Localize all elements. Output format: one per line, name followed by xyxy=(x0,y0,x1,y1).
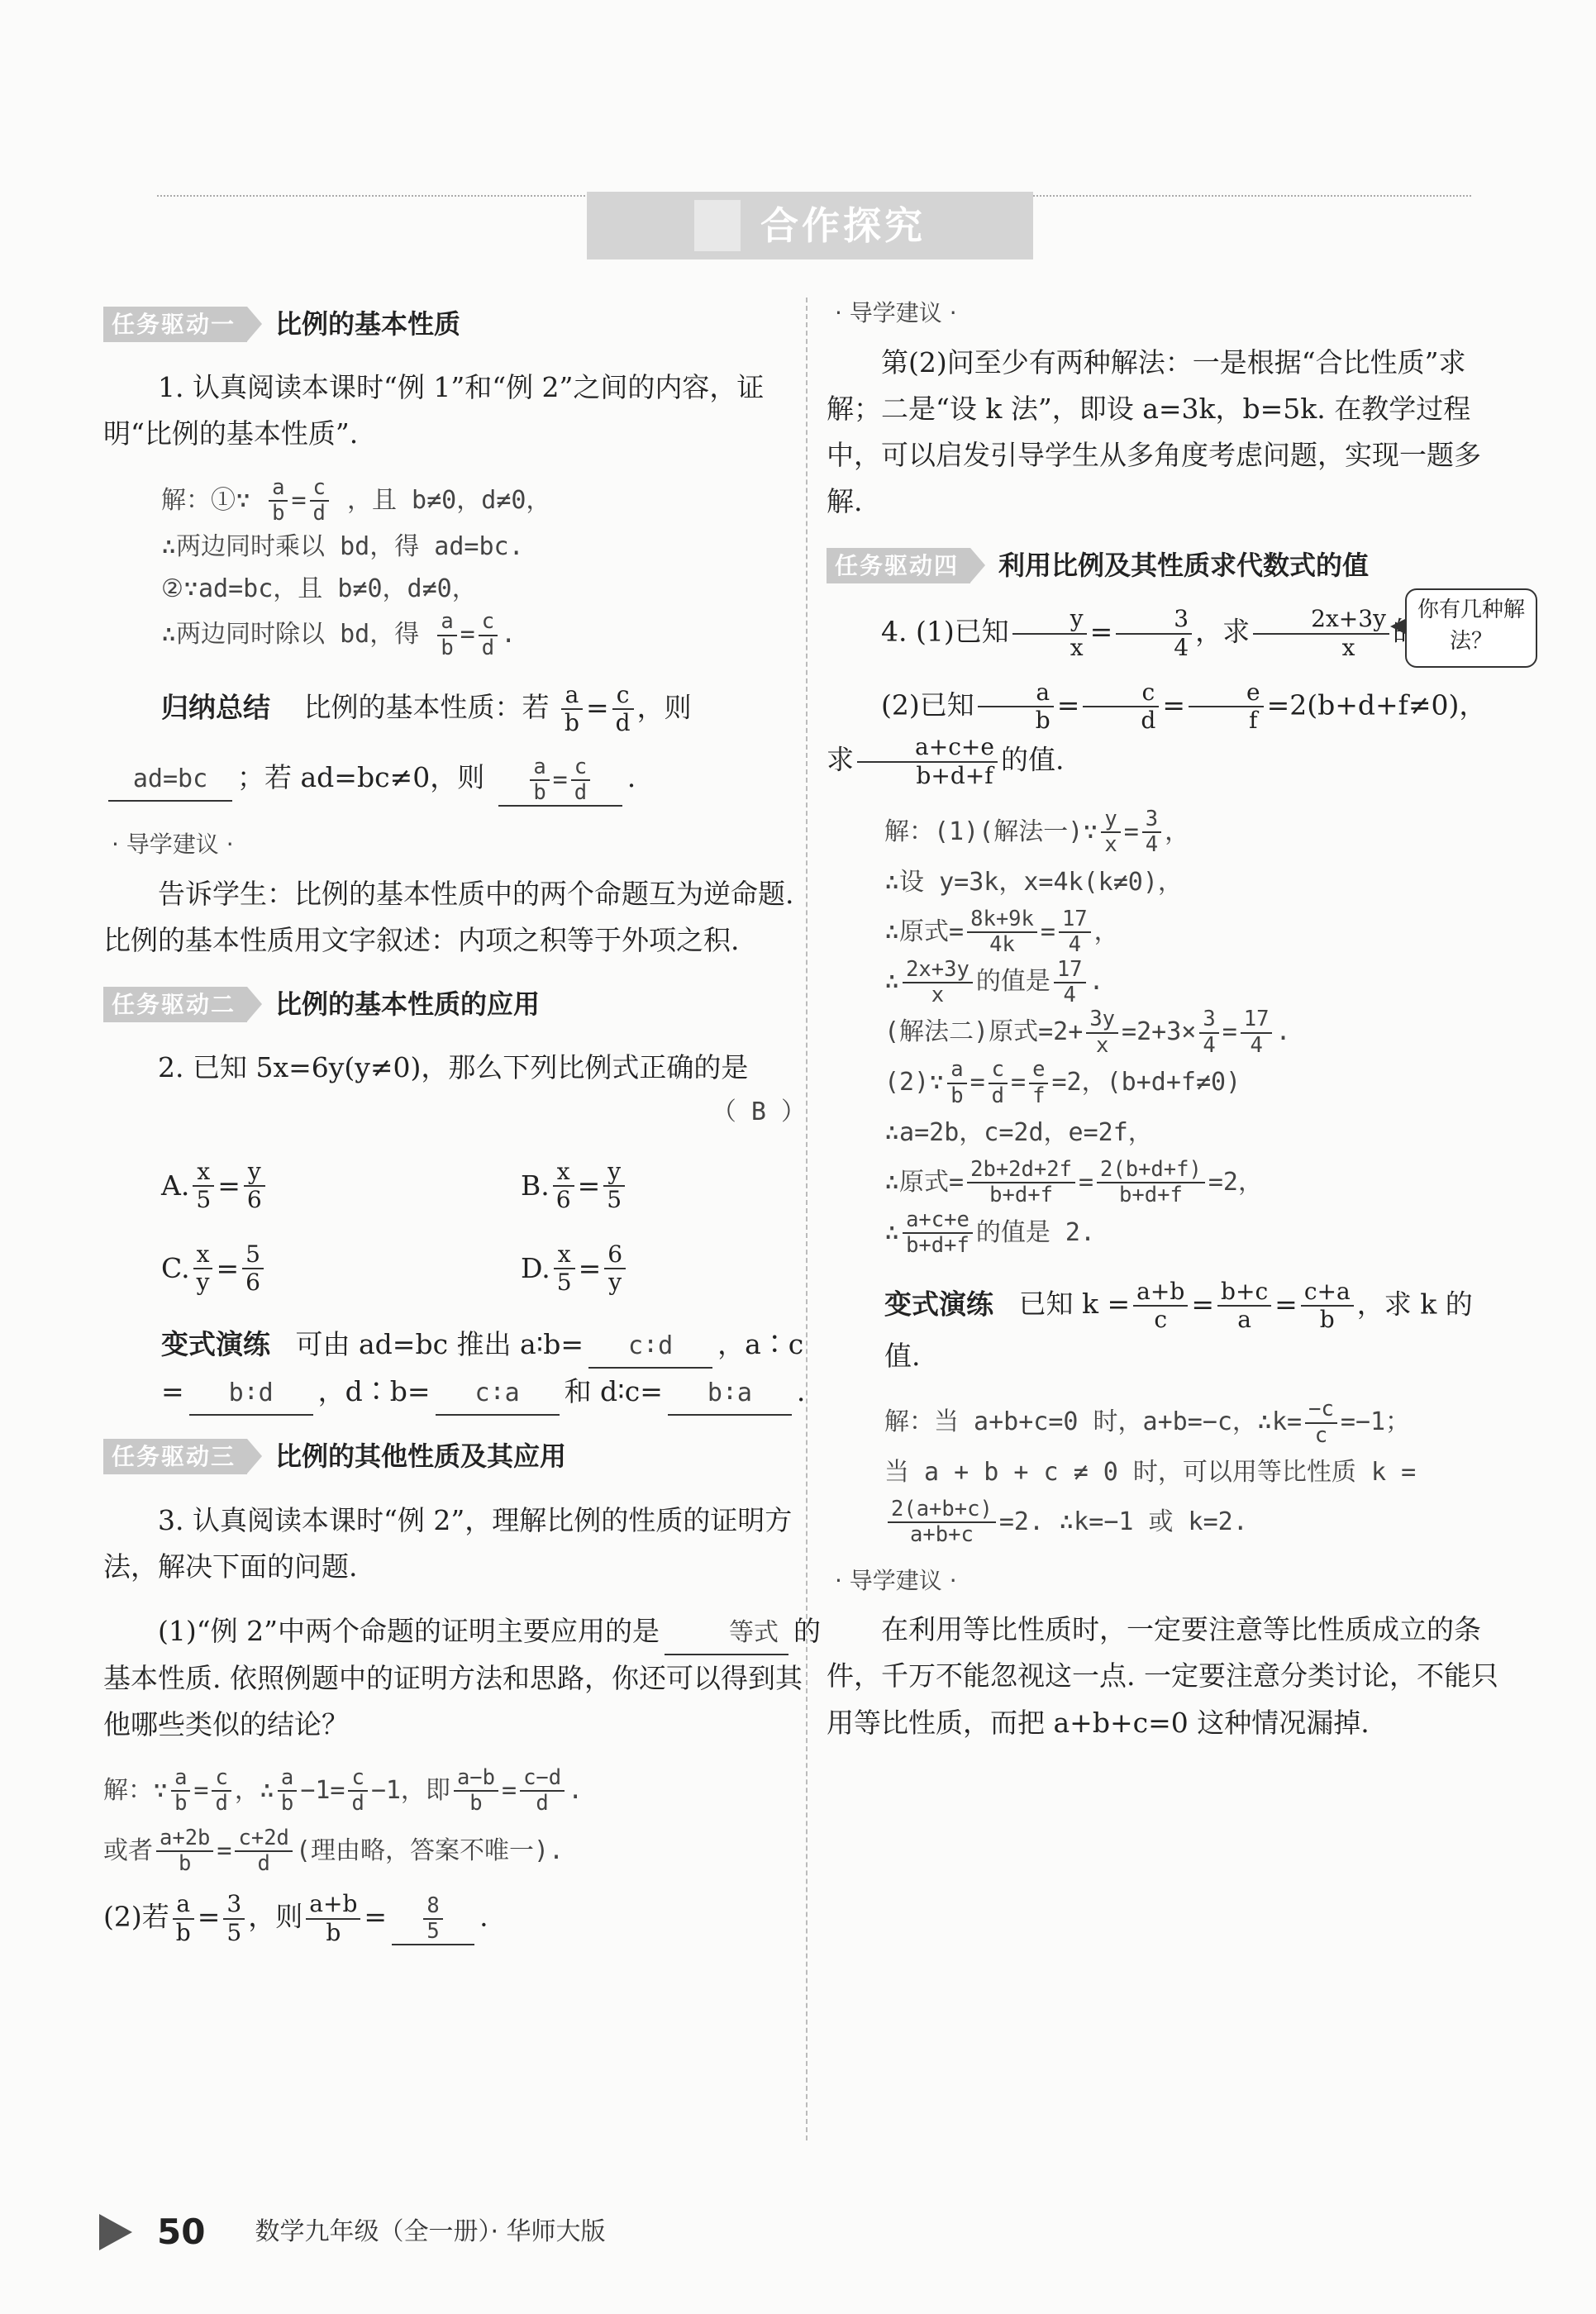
fraction xyxy=(1059,907,1091,958)
sol-text: (理由略，答案不唯一). xyxy=(295,1835,565,1865)
sol-line: ∴设 y=3k，x=4k(k≠0)， xyxy=(884,867,1183,897)
variant-text: ，d∶b= xyxy=(317,1375,431,1408)
variant-text: 和 d∶c= xyxy=(564,1375,663,1408)
num: a−b xyxy=(454,1766,498,1792)
num: y xyxy=(1012,606,1087,634)
den: d xyxy=(536,1791,549,1816)
sol-text: 的值是 xyxy=(975,967,1051,997)
num: 8 xyxy=(423,1894,442,1920)
sol-line: ②∵ad=bc，且 b≠0，d≠0， xyxy=(161,574,477,604)
variant-text: . xyxy=(796,1375,806,1408)
variant-practice xyxy=(103,1321,822,1416)
q-text: (2)已知 xyxy=(881,688,974,721)
sol-text: =2，(b+d+f≠0) xyxy=(1051,1068,1241,1097)
fraction xyxy=(171,1766,190,1816)
summary-label: 归纳总结 xyxy=(161,691,270,724)
sol-text: ∴ xyxy=(884,967,900,997)
num: 6 xyxy=(604,1241,626,1269)
den: b xyxy=(441,635,454,660)
sol-text: 或者 xyxy=(103,1835,153,1865)
num: c−d xyxy=(520,1766,565,1792)
fraction xyxy=(903,958,973,1008)
den: 6 xyxy=(246,1186,262,1214)
solution-4 xyxy=(827,807,1508,1259)
num: −c xyxy=(1305,1397,1337,1423)
den: b+d+f xyxy=(906,1233,970,1259)
fraction xyxy=(269,476,288,526)
guide-text: 告诉学生：比例的基本性质中的两个命题互为逆命题. 比例的基本性质用文字叙述：内项之积等于外项之积. xyxy=(103,877,794,956)
q-text: =2(b+d+f≠0)，求 xyxy=(827,688,1487,776)
fraction xyxy=(1253,606,1389,661)
book-icon xyxy=(694,200,741,251)
option-item: C. $\frac{x}{y}$ = $\frac{5}{6}$ xyxy=(103,1227,463,1310)
sol-text: =2+3× xyxy=(1122,1017,1197,1047)
den: c xyxy=(1154,1305,1168,1333)
fraction xyxy=(212,1766,231,1816)
num: c xyxy=(1083,679,1159,707)
num: e xyxy=(1189,679,1264,707)
den: 4 xyxy=(1174,633,1189,661)
den: y xyxy=(196,1269,210,1297)
sol-text: ，∴ xyxy=(234,1775,274,1805)
num: c xyxy=(612,682,634,710)
guide-text: 第(2)问至少有两种解法：一是根据“合比性质”求解；二是“设 k 法”，即设 a=3k，b=5k. 在教学过程中，可以启发引导学生从多角度考虑问题，实现一题多解. xyxy=(827,345,1481,517)
variant-practice-4: 变式演练 已知 k = $\frac{a+b}{c}$ = $\frac{b+c}{a}$ = $\frac{c+a}{b}$ ，求 k 的值. xyxy=(884,1277,1473,1373)
summary-text: ，则 xyxy=(636,691,692,724)
den: b xyxy=(179,1851,192,1877)
sol-text: =−1； xyxy=(1340,1407,1411,1437)
den: x xyxy=(1095,1032,1109,1058)
den: d xyxy=(215,1791,228,1816)
fraction xyxy=(903,1208,973,1259)
num: e xyxy=(1029,1058,1048,1083)
sol-text: ∴原式= xyxy=(884,1167,965,1197)
sol-text: 解：①∵ xyxy=(161,485,251,515)
den: b xyxy=(1319,1305,1335,1333)
fraction xyxy=(1199,1007,1218,1058)
fraction xyxy=(967,1158,1075,1208)
section-header xyxy=(587,192,1033,259)
sol-text: ，且 b≠0，d≠0， xyxy=(346,485,551,515)
task2-header xyxy=(103,982,822,1026)
question-4-2: (2)已知 $\frac{a}{b}$ = $\frac{c}{d}$ = $\frac{e}{f}$ =2(b+d+f≠0)，求 $\frac{a+c+e}{b+d+f}$ 的值. xyxy=(827,678,1487,789)
den: 4 xyxy=(1203,1032,1216,1058)
page-number: 50 xyxy=(157,2212,206,2252)
num: a xyxy=(269,476,288,502)
num: c xyxy=(479,610,498,636)
num: a xyxy=(437,610,456,636)
sol-line: ∴原式= $\frac{8k+9k}{4k}$ = $\frac{17}{4}$ ， xyxy=(884,906,1119,958)
num: c+2d xyxy=(235,1826,292,1852)
fraction xyxy=(454,1766,498,1816)
question-3-2: (2)若 $\frac{a}{b}$ = $\frac{3}{5}$ ，则 $\frac{a+b}{b}$ = $\frac{8}{5}$ . xyxy=(103,1890,488,1946)
fraction xyxy=(235,1826,292,1877)
num: c xyxy=(571,755,590,781)
fraction xyxy=(1012,606,1087,661)
option-label: B. xyxy=(521,1169,550,1202)
fraction xyxy=(242,1241,264,1297)
q-text: (1)“例 2”中两个命题的证明主要应用的是 xyxy=(158,1614,660,1647)
answer-blank: 等式 xyxy=(665,1612,788,1655)
fraction xyxy=(1189,679,1264,735)
num: 5 xyxy=(242,1241,264,1269)
den: b xyxy=(950,1083,964,1108)
variant-text: ，求 k 的值. xyxy=(884,1287,1473,1373)
den: b xyxy=(326,1918,341,1946)
fraction xyxy=(989,1058,1008,1108)
fraction xyxy=(223,1891,245,1946)
sol-line: ∴两边同时除以 bd，得 $\frac{a}{b}$ = $\frac{c}{d}$ . xyxy=(161,609,517,660)
sol-line xyxy=(884,1397,1508,1448)
den: d xyxy=(1141,707,1156,735)
task3-header xyxy=(103,1434,822,1478)
den: b+d+f xyxy=(989,1183,1053,1208)
hint-bubble: 你有几种解法？ xyxy=(1405,588,1537,668)
guide-header: · 导学建议 · xyxy=(835,299,957,326)
num: a xyxy=(173,1891,194,1919)
fraction xyxy=(348,1766,367,1816)
num: a xyxy=(947,1058,966,1083)
variant-text: ，a∶c = xyxy=(161,1328,804,1408)
task4-header xyxy=(827,543,1508,588)
num: x xyxy=(554,1241,575,1269)
variant-text: 可由 ad=bc 推出 a∶b= xyxy=(295,1328,584,1361)
sol-line: 或者 $\frac{a+2b}{b}$ = $\frac{c+2d}{d}$ (理由略，答案不唯一). xyxy=(103,1825,565,1877)
summary-text: 比例的基本性质：若 xyxy=(303,691,550,724)
num: b+c xyxy=(1217,1278,1271,1307)
answer-blank xyxy=(392,1894,474,1946)
den: x xyxy=(1070,633,1084,661)
variant-text: 已知 k = xyxy=(1018,1287,1131,1320)
question-3: 3. 认真阅读本课时“例 2”，理解比例的性质的证明方法，解决下面的问题. xyxy=(103,1503,793,1583)
den: c xyxy=(1314,1422,1328,1448)
sol-text: =2， xyxy=(1208,1167,1263,1197)
den: d xyxy=(257,1851,270,1877)
sol-line xyxy=(884,1208,1508,1259)
den: 6 xyxy=(245,1269,260,1297)
den: x xyxy=(1104,832,1117,858)
task2-title: 比例的基本性质的应用 xyxy=(275,988,541,1020)
fraction xyxy=(278,1766,297,1816)
den: x xyxy=(1341,633,1355,661)
sol-line: ∴ $\frac{2x+3y}{x}$ 的值是 $\frac{17}{4}$ . xyxy=(884,956,1104,1007)
fraction xyxy=(1241,1007,1273,1058)
fraction xyxy=(173,1891,194,1946)
section-title: 合作探究 xyxy=(760,202,926,248)
sol-line: 解：①∵ $\frac{a}{b}$ = $\frac{c}{d}$ ，且 b≠0，d≠0， xyxy=(161,474,551,526)
den: b xyxy=(469,1791,483,1816)
answer-blank: $\frac{a}{b}$ = $\frac{c}{d}$ xyxy=(498,755,622,807)
sol-text: ∴ xyxy=(884,1217,900,1247)
den: b+d+f xyxy=(916,761,993,789)
den: a xyxy=(1237,1305,1251,1333)
den: 4 xyxy=(1068,932,1081,958)
q-text: (2)若 xyxy=(103,1900,169,1933)
question-3-1 xyxy=(103,1608,822,1748)
option-item: A. $\frac{x}{5}$ = $\frac{y}{6}$ xyxy=(103,1145,463,1227)
sol-line: 解：∵ $\frac{a}{b}$ = $\frac{c}{d}$ ，∴ $\frac{a}{b}$ −1= $\frac{c}{d}$ −1，即 $\frac{a-b}{b}$ = $\frac{c-d}{d}$ . xyxy=(103,1765,584,1816)
fraction xyxy=(423,1894,442,1945)
option-label: C. xyxy=(161,1252,190,1285)
num: 17 xyxy=(1241,1007,1273,1033)
sol-line: 解：(1)(解法一)∵ $\frac{y}{x}$ = $\frac{3}{4}$ ， xyxy=(884,807,1190,858)
den: 5 xyxy=(426,1919,440,1945)
num: a xyxy=(530,755,549,781)
fraction xyxy=(310,476,329,526)
num: x xyxy=(553,1159,574,1187)
answer-choice: （ B ） xyxy=(711,1097,806,1127)
sol-text: ∴两边同时除以 bd，得 xyxy=(161,620,420,650)
variant-label: 变式演练 xyxy=(161,1328,270,1361)
fraction xyxy=(947,1058,966,1108)
fraction xyxy=(967,907,1037,958)
answer-blank: c∶a xyxy=(436,1372,560,1416)
summary-text: ；若 ad=bc≠0，则 xyxy=(237,761,485,794)
answer-blank: c∶d xyxy=(588,1325,712,1369)
sol-line: 当 a + b + c ≠ 0 时，可以用等比性质 k = xyxy=(884,1457,1417,1487)
sol-line: ∴a=2b，c=2d，e=2f， xyxy=(884,1117,1153,1147)
sol-line xyxy=(884,1497,1508,1548)
den: 4 xyxy=(1250,1032,1263,1058)
num: a+c+e xyxy=(903,1208,973,1234)
num: y xyxy=(244,1159,265,1187)
fraction xyxy=(1305,1397,1337,1448)
num: x xyxy=(193,1159,214,1187)
den: 6 xyxy=(555,1186,571,1214)
num: a+2b xyxy=(156,1826,213,1852)
sol-text: 解：∵ xyxy=(103,1775,169,1805)
num: a+b xyxy=(1133,1278,1188,1307)
sol-line: ∴两边同时乘以 bd，得 ad=bc. xyxy=(161,532,524,562)
fraction xyxy=(857,734,998,789)
answer-blank: b∶a xyxy=(668,1372,792,1416)
q-text: ，则 xyxy=(248,1900,303,1933)
fraction xyxy=(479,610,498,660)
den: 4 xyxy=(1063,982,1076,1007)
fraction xyxy=(571,755,590,806)
num: a+c+e xyxy=(857,734,998,762)
fraction xyxy=(1133,1278,1188,1334)
den: d xyxy=(351,1791,364,1816)
den: d xyxy=(615,709,631,737)
sol-line: ∴原式= $\frac{2b+2d+2f}{b+d+f}$ = $\frac{2(b+d+f)}{b+d+f}$ =2， xyxy=(884,1157,1263,1208)
num: 8k+9k xyxy=(967,907,1037,933)
fraction xyxy=(1029,1058,1048,1108)
num: c xyxy=(348,1766,367,1792)
den: x xyxy=(931,982,945,1007)
num: a+b xyxy=(306,1891,360,1919)
fraction xyxy=(1097,1158,1205,1208)
fraction xyxy=(561,682,583,737)
num: 3 xyxy=(1142,807,1161,833)
num: y xyxy=(1101,807,1120,833)
option-label: A. xyxy=(161,1169,190,1202)
num: 2(b+d+f) xyxy=(1097,1158,1205,1183)
num: 3 xyxy=(1116,606,1192,634)
question-4-1: 4. (1)已知 $\frac{y}{x}$ = $\frac{3}{4}$ ，求 $\frac{2x+3y}{x}$ xyxy=(827,606,1508,661)
den: 4k xyxy=(989,932,1015,958)
num: c xyxy=(989,1058,1008,1083)
left-column xyxy=(103,293,822,1946)
sol-text: =2. ∴k=−1 或 k=2. xyxy=(998,1507,1248,1536)
den: b xyxy=(280,1791,294,1816)
fraction xyxy=(1142,807,1161,858)
den: b xyxy=(1035,707,1051,735)
sol-line: (解法二)原式=2+ $\frac{3y}{x}$ =2+3× $\frac{3}{4}$ = $\frac{17}{4}$ . xyxy=(884,1007,1291,1058)
sol-text: −1= xyxy=(300,1775,345,1805)
num: 3y xyxy=(1086,1007,1118,1033)
sol-text: −1，即 xyxy=(370,1775,450,1805)
den: 5 xyxy=(607,1186,622,1214)
den: b xyxy=(533,779,546,805)
num: 2b+2d+2f xyxy=(967,1158,1075,1183)
fraction xyxy=(156,1826,213,1877)
den: b+d+f xyxy=(1119,1183,1183,1208)
q-text: 4. (1)已知 xyxy=(881,615,1009,648)
den: d xyxy=(991,1083,1005,1108)
fraction xyxy=(603,1159,625,1214)
num: 2x+3y xyxy=(903,958,973,983)
task1-header xyxy=(103,302,822,346)
den: 5 xyxy=(226,1918,242,1946)
fraction xyxy=(553,1159,574,1214)
q-text: ，求 xyxy=(1195,615,1251,648)
den: f xyxy=(1249,707,1258,735)
fraction xyxy=(1083,679,1159,735)
den: b xyxy=(272,500,285,526)
den: b xyxy=(565,709,579,737)
num: 3 xyxy=(223,1891,245,1919)
fraction xyxy=(1054,958,1086,1008)
fraction xyxy=(437,610,456,660)
fraction xyxy=(1116,606,1192,661)
sol-text: ∴原式= xyxy=(884,917,965,946)
variant-solution xyxy=(827,1397,1508,1548)
summary-line2: ad=bc ；若 ad=bc≠0，则 $\frac{a}{b}$ = $\frac{c}{d}$ . xyxy=(103,755,822,807)
den: d xyxy=(574,779,588,805)
fraction xyxy=(1086,1007,1118,1058)
den: a+b+c xyxy=(910,1522,974,1548)
task4-title: 利用比例及其性质求代数式的值 xyxy=(998,549,1370,581)
fraction xyxy=(978,679,1054,735)
option-item: B. $\frac{x}{6}$ = $\frac{y}{5}$ xyxy=(463,1145,822,1227)
fraction xyxy=(888,1497,996,1548)
den: y xyxy=(608,1269,622,1297)
page-marker-icon xyxy=(99,2214,132,2250)
num: x xyxy=(193,1241,213,1269)
den: d xyxy=(481,635,495,660)
fraction xyxy=(612,682,634,737)
num: c+a xyxy=(1301,1278,1354,1307)
sol-text: (解法二)原式=2+ xyxy=(884,1017,1084,1047)
num: 17 xyxy=(1054,958,1086,983)
den: 5 xyxy=(556,1269,572,1297)
den: d xyxy=(312,500,326,526)
num: a xyxy=(978,679,1054,707)
task2-tag: 任务驱动二 xyxy=(103,987,247,1022)
sol-text: 解：当 a+b+c=0 时，a+b=−c，∴k= xyxy=(884,1407,1303,1437)
sol-line: (2)∵ $\frac{a}{b}$ = $\frac{c}{d}$ = $\frac{e}{f}$ =2，(b+d+f≠0) xyxy=(884,1057,1241,1108)
fraction xyxy=(193,1159,214,1214)
book-title: 数学九年级（全一册）· 华师大版 xyxy=(255,2217,606,2247)
sol-text: 解：(1)(解法一)∵ xyxy=(884,817,1098,846)
num: c xyxy=(310,476,329,502)
fraction xyxy=(1217,1278,1271,1334)
task4-tag: 任务驱动四 xyxy=(827,548,970,583)
answer-blank: b∶d xyxy=(189,1372,313,1416)
num: a xyxy=(278,1766,297,1792)
num: 3 xyxy=(1199,1007,1218,1033)
fraction xyxy=(1301,1278,1354,1334)
fraction xyxy=(520,1766,565,1816)
task1-title: 比例的基本性质 xyxy=(275,308,461,340)
guide-header: · 导学建议 · xyxy=(835,1566,957,1594)
num: 17 xyxy=(1059,907,1091,933)
fraction xyxy=(554,1241,575,1297)
num: a xyxy=(171,1766,190,1792)
solution-1 xyxy=(103,476,822,660)
option-label: D. xyxy=(521,1252,550,1285)
den: 4 xyxy=(1145,832,1159,858)
fraction xyxy=(1101,807,1120,858)
num: 2(a+b+c) xyxy=(888,1497,996,1523)
den: f xyxy=(1032,1083,1046,1108)
fraction xyxy=(306,1891,360,1946)
answer-blank: ad=bc xyxy=(108,758,232,802)
task3-tag: 任务驱动三 xyxy=(103,1439,247,1474)
guide-header: · 导学建议 · xyxy=(112,831,234,859)
fraction xyxy=(244,1159,265,1214)
right-column xyxy=(827,293,1508,1764)
den: 5 xyxy=(196,1186,212,1214)
fraction xyxy=(604,1241,626,1297)
sol-text: (2)∵ xyxy=(884,1068,945,1097)
num: a xyxy=(561,682,583,710)
den: b xyxy=(174,1791,188,1816)
summary: 归纳总结 比例的基本性质：若 $\frac{a}{b}$ = $\frac{c}{d}$ ，则 xyxy=(161,680,692,737)
den: b xyxy=(175,1918,191,1946)
q-text: 的值. xyxy=(1001,743,1065,776)
options xyxy=(103,1145,822,1310)
task1-tag: 任务驱动一 xyxy=(103,307,247,342)
fraction xyxy=(193,1241,213,1297)
fraction xyxy=(530,755,549,806)
question-2: 2. 已知 5x=6y(y≠0)，那么下列比例式正确的是 xyxy=(158,1051,749,1084)
question-1: 1. 认真阅读本课时“例 1”和“例 2”之间的内容，证明“比例的基本性质”. xyxy=(103,371,765,450)
guide-text: 在利用等比性质时，一定要注意等比性质成立的条件，千万不能忽视这一点. 一定要注意分类讨论，不能只用等比性质，而把 a+b+c=0 这种情况漏掉. xyxy=(827,1613,1498,1739)
q-text: 的基本性质. 依照例题中的证明方法和思路，你还可以得到其他哪些类似的结论？ xyxy=(103,1614,821,1741)
task3-title: 比例的其他性质及其应用 xyxy=(275,1440,567,1473)
sol-text: 的值是 2. xyxy=(975,1217,1096,1247)
variant-label: 变式演练 xyxy=(884,1287,993,1320)
num: y xyxy=(603,1159,625,1187)
option-item: D. $\frac{x}{5}$ = $\frac{6}{y}$ xyxy=(463,1227,822,1310)
footer xyxy=(99,2202,606,2261)
num: c xyxy=(212,1766,231,1792)
solution-3 xyxy=(103,1766,822,1876)
num: 2x+3y xyxy=(1253,606,1389,634)
